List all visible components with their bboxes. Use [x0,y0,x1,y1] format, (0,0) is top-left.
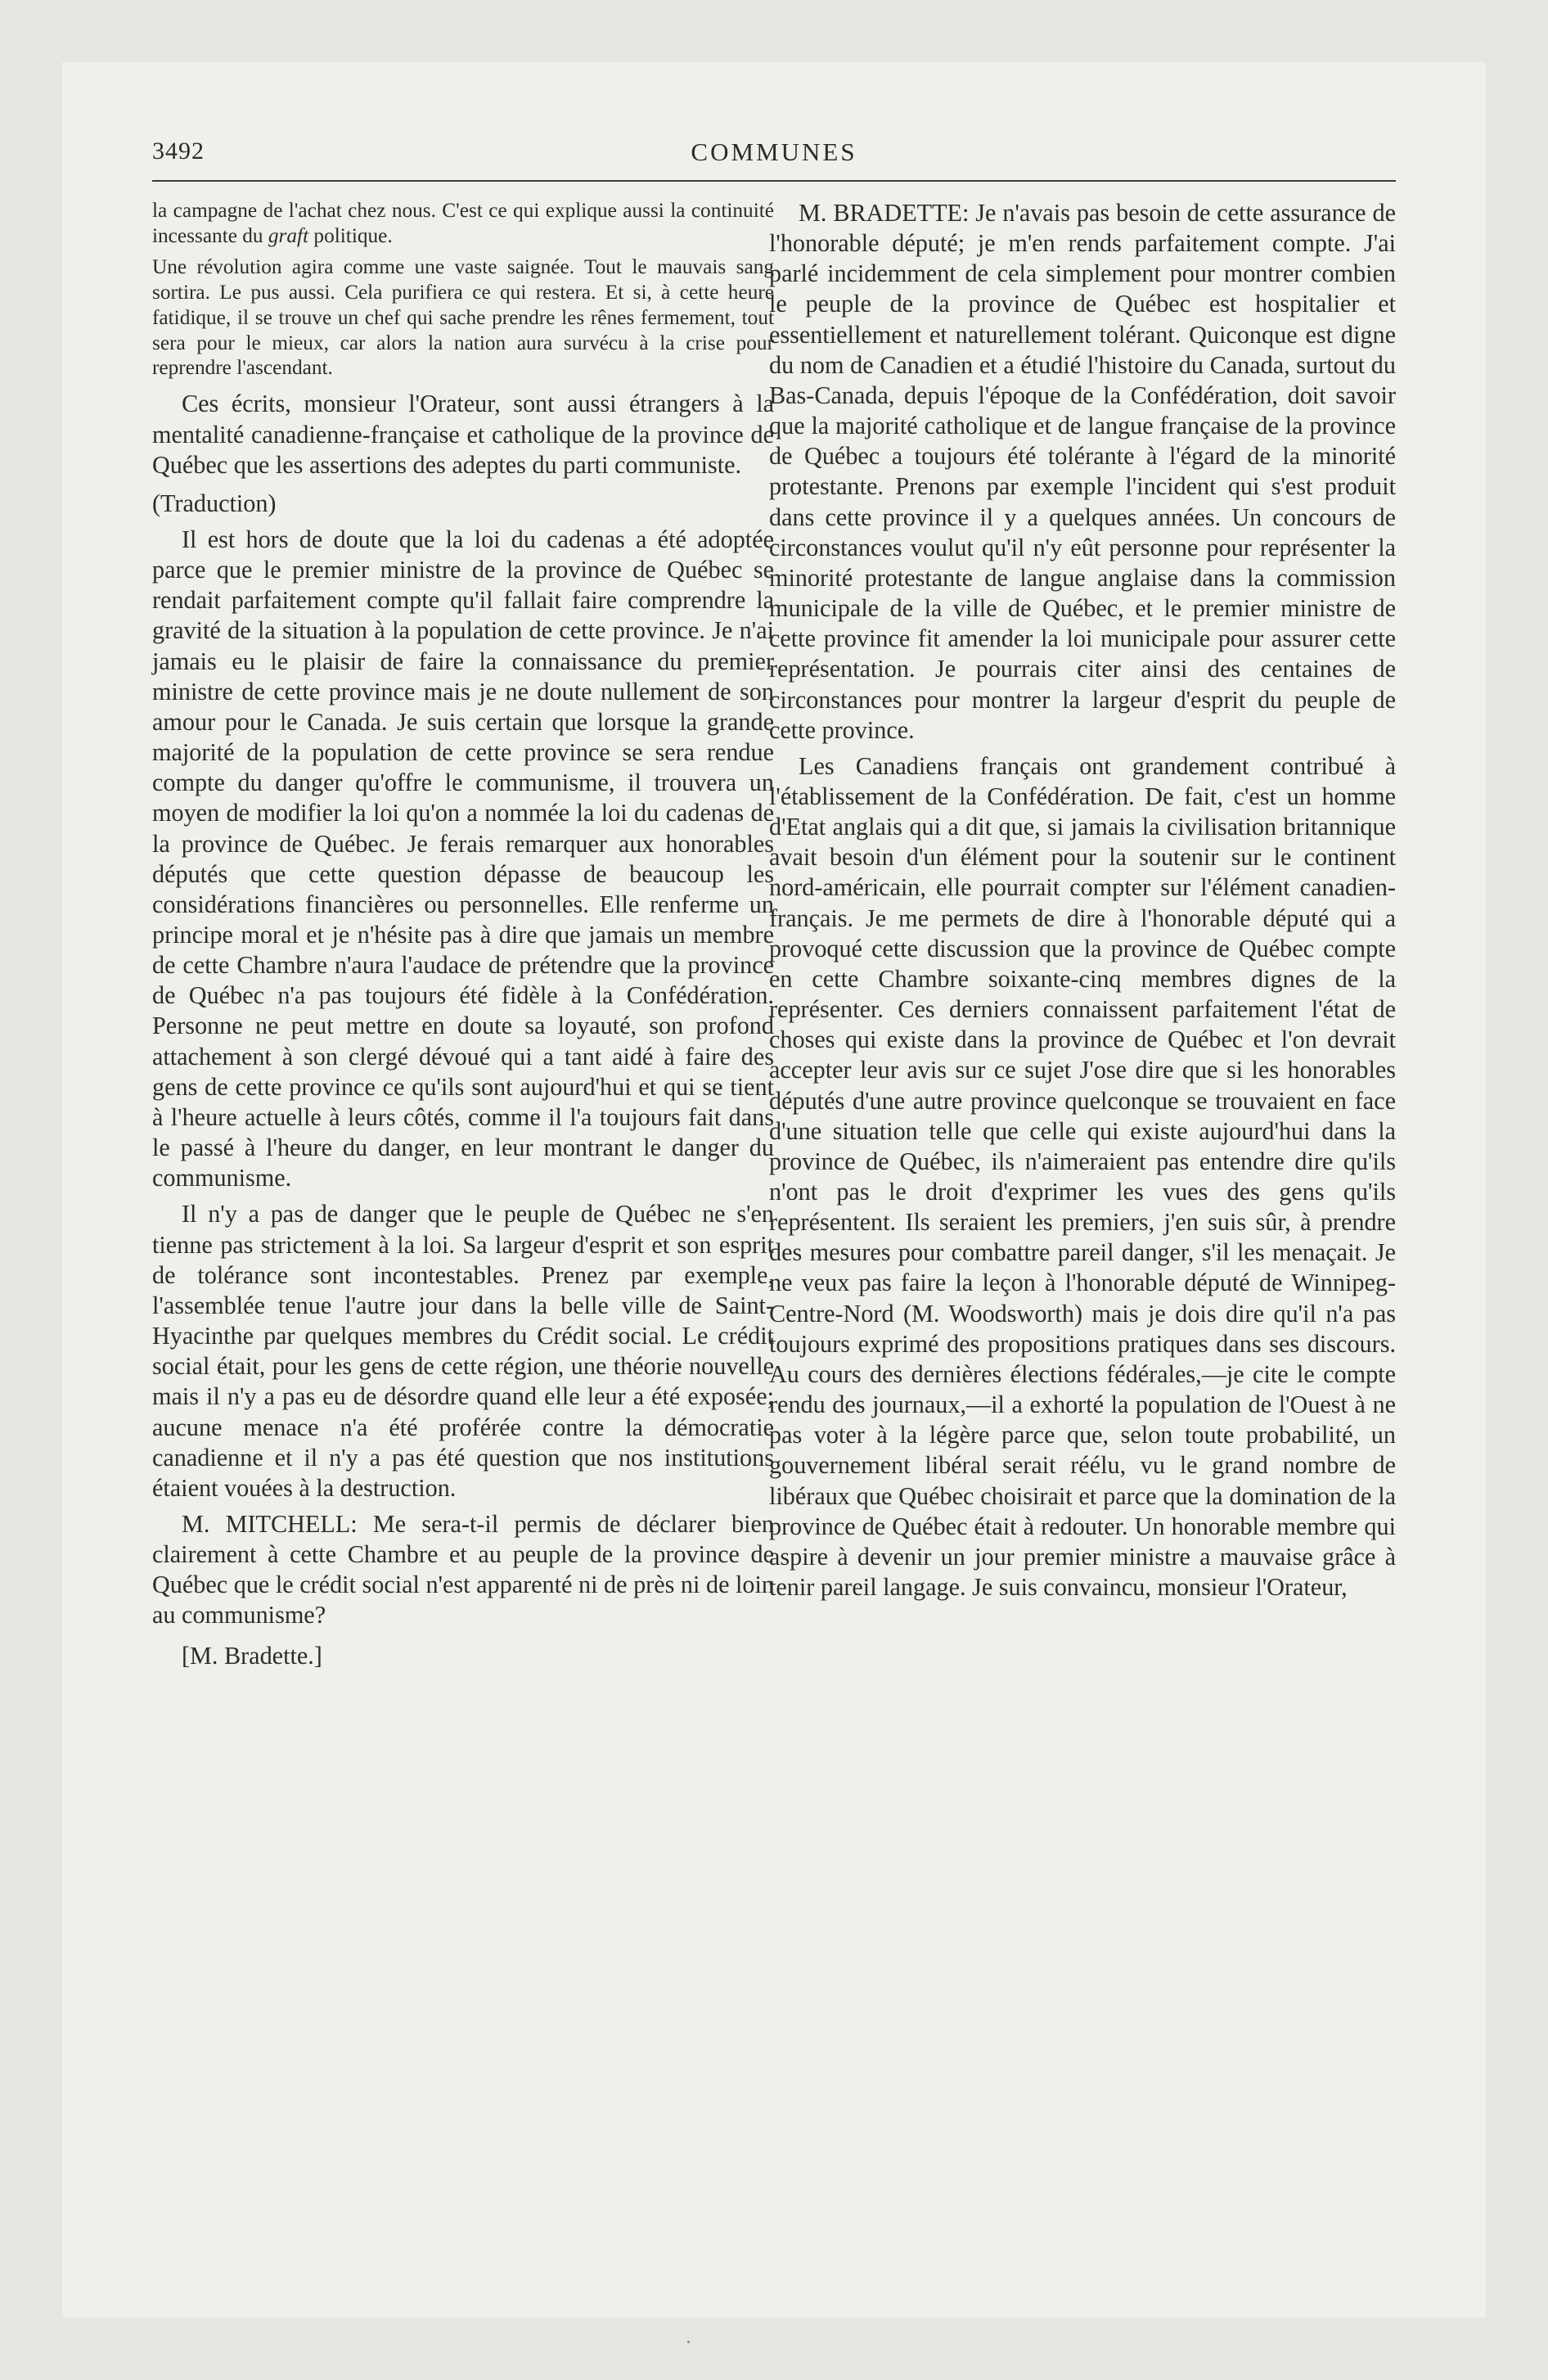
print-speck [687,2341,690,2343]
paragraph: Ces écrits, monsieur l'Orateur, sont aussi étrangers à la mentalité canadienne-française et catholique de la province de Québec que les assertions des adeptes du parti communiste. [152,390,774,479]
left-column [152,198,774,1671]
running-header [152,134,1396,182]
paragraph: Il est hors de doute que la loi du cadenas a été adoptée parce que le premier ministre de la province de Québec se rendait parfaitement compte qu'il fallait faire comprendre la gravité de la situation à la population de cette province. Je n'ai jamais eu le plaisir de faire la connaissance du premier ministre de cette province mais je ne doute nullement de son amour pour le Canada. Je suis certain que lorsque la grande majorité de la population de cette province se sera rendue compte du danger qu'offre le communisme, il trouvera un moyen de modifier la loi qu'on a nommée la loi du cadenas de la province de Québec. Je ferais remarquer aux honorables députés que cette question dépasse de beaucoup les considérations financières ou personnelles. Elle renferme un principe moral et je n'hésite pas à dire que jamais un membre de cette Chambre n'aura l'audace de prétendre que la province de Québec n'a pas toujours été fidèle à la Confédération. Personne ne peut mettre en doute sa loyauté, son profond attachement à son clergé dévoué qui a tant aidé à faire des gens de cette province ce qu'ils sont aujourd'hui et qui se tient à l'heure actuelle à leurs côtés, comme il l'a toujours fait dans le passé à l'heure du danger, en leur montrant le danger du communisme. [152,525,774,1192]
quote-italic-term: graft [268,223,309,247]
quote-text-2: politique. [308,223,393,247]
quote-text-1: la campagne de l'achat chez nous. C'est ce qui explique aussi la continuité incessante du [152,199,774,247]
translation-note: (Traduction) [152,489,277,517]
right-column [769,198,1396,1602]
running-title: COMMUNES [691,137,857,166]
quote-paragraph-1 [152,198,774,249]
paragraph: M. MITCHELL: Me sera-t-il permis de déclarer bien clairement à cette Chambre et au peuple de la province de Québec que le crédit social n'est apparenté ni de près ni de loin au communisme? [152,1509,774,1629]
paragraph: Les Canadiens français ont grandement contribué à l'établissement de la Confédération. De fait, c'est un homme d'Etat anglais qui a dit que, si jamais la civilisation britannique avait besoin d'un élément pour la soutenir sur le continent nord-américain, elle pourrait compter sur l'élément canadien-français. Je me permets de dire à l'honorable député qui a provoqué cette discussion que la province de Québec compte en cette Chambre soixante-cinq membres dignes de la représenter. Ces derniers connaissent parfaitement l'état de choses qui existe dans la province de Québec et l'on devrait accepter leur avis sur ce sujet J'ose dire que si les honorables députés d'une autre province quelconque se trouvaient en face d'une situation telle que celle qui existe aujourd'hui dans la province de Québec, ils n'aimeraient pas entendre dire qu'ils n'ont pas le droit d'exprimer les vues des gens qu'ils représentent. Ils seraient les premiers, j'en suis sûr, à prendre des mesures pour combattre pareil danger, s'il les menaçait. Je ne veux pas faire la leçon à l'honorable député de Winnipeg-Centre-Nord (M. Woodsworth) mais je dois dire qu'il n'a pas toujours exprimé des propositions pratiques dans ses discours. Au cours des dernières élections fédérales,—je cite le compte rendu des journaux,—il a exhorté la population de l'Ouest à ne pas voter à la légère parce que, selon toute probabilité, un gouvernement libéral serait réélu, vu le grand nombre de libéraux que Québec choisirait et parce que la domination de la province de Québec était à redouter. Un honorable membre qui aspire à devenir un jour premier ministre a mauvaise grâce à tenir pareil langage. Je suis convaincu, monsieur l'Orateur, [769,751,1396,1602]
document-page [62,62,1486,2318]
speaker-tag: [M. Bradette.] [182,1641,322,1670]
quote-paragraph-2: Une révolution agira comme une vaste saignée. Tout le mauvais sang sortira. Le pus aussi. Cela purifiera ce qui restera. Et si, à cette heure fatidique, il se trouve un chef qui sache prendre les rênes fermement, tout sera pour le mieux, car alors la nation aura survécu à la crise pour reprendre l'ascendant. [152,255,774,380]
block-quote [152,198,774,381]
page-number: 3492 [152,137,205,165]
paragraph: M. BRADETTE: Je n'avais pas besoin de cette assurance de l'honorable député; je m'en rends parfaitement compte. J'ai parlé incidemment de cela simplement pour montrer combien le peuple de la province de Québec est hospitalier et essentiellement et naturellement tolérant. Quiconque est digne du nom de Canadien et a étudié l'histoire du Canada, surtout du Bas-Canada, depuis l'époque de la Confédération, doit savoir que la majorité catholique et de langue française de la province de Québec a toujours été tolérante à l'égard de la minorité protestante. Prenons par exemple l'incident qui s'est produit dans cette province il y a quelques années. Un concours de circonstances voulut qu'il n'y eût personne pour représenter la minorité protestante de langue anglaise dans la commission municipale de la ville de Québec, et le premier ministre de cette province fit amender la loi municipale pour assurer cette représentation. Je pourrais citer ainsi des centaines de circonstances pour montrer la largeur d'esprit du peuple de cette province. [769,199,1396,744]
paragraph: Il n'y a pas de danger que le peuple de Québec ne s'en tienne pas strictement à la loi. Sa largeur d'esprit et son esprit de tolérance sont incontestables. Prenez par exemple, l'assemblée tenue l'autre jour dans la belle ville de Saint-Hyacinthe par quelques membres du Crédit social. Le crédit social était, pour les gens de cette région, une théorie nouvelle mais il n'y a pas eu de désordre quand elle leur a été exposée; aucune menace n'a été proférée contre la démocratie canadienne et il n'y a pas été question que nos institutions étaient vouées à la destruction. [152,1200,774,1502]
